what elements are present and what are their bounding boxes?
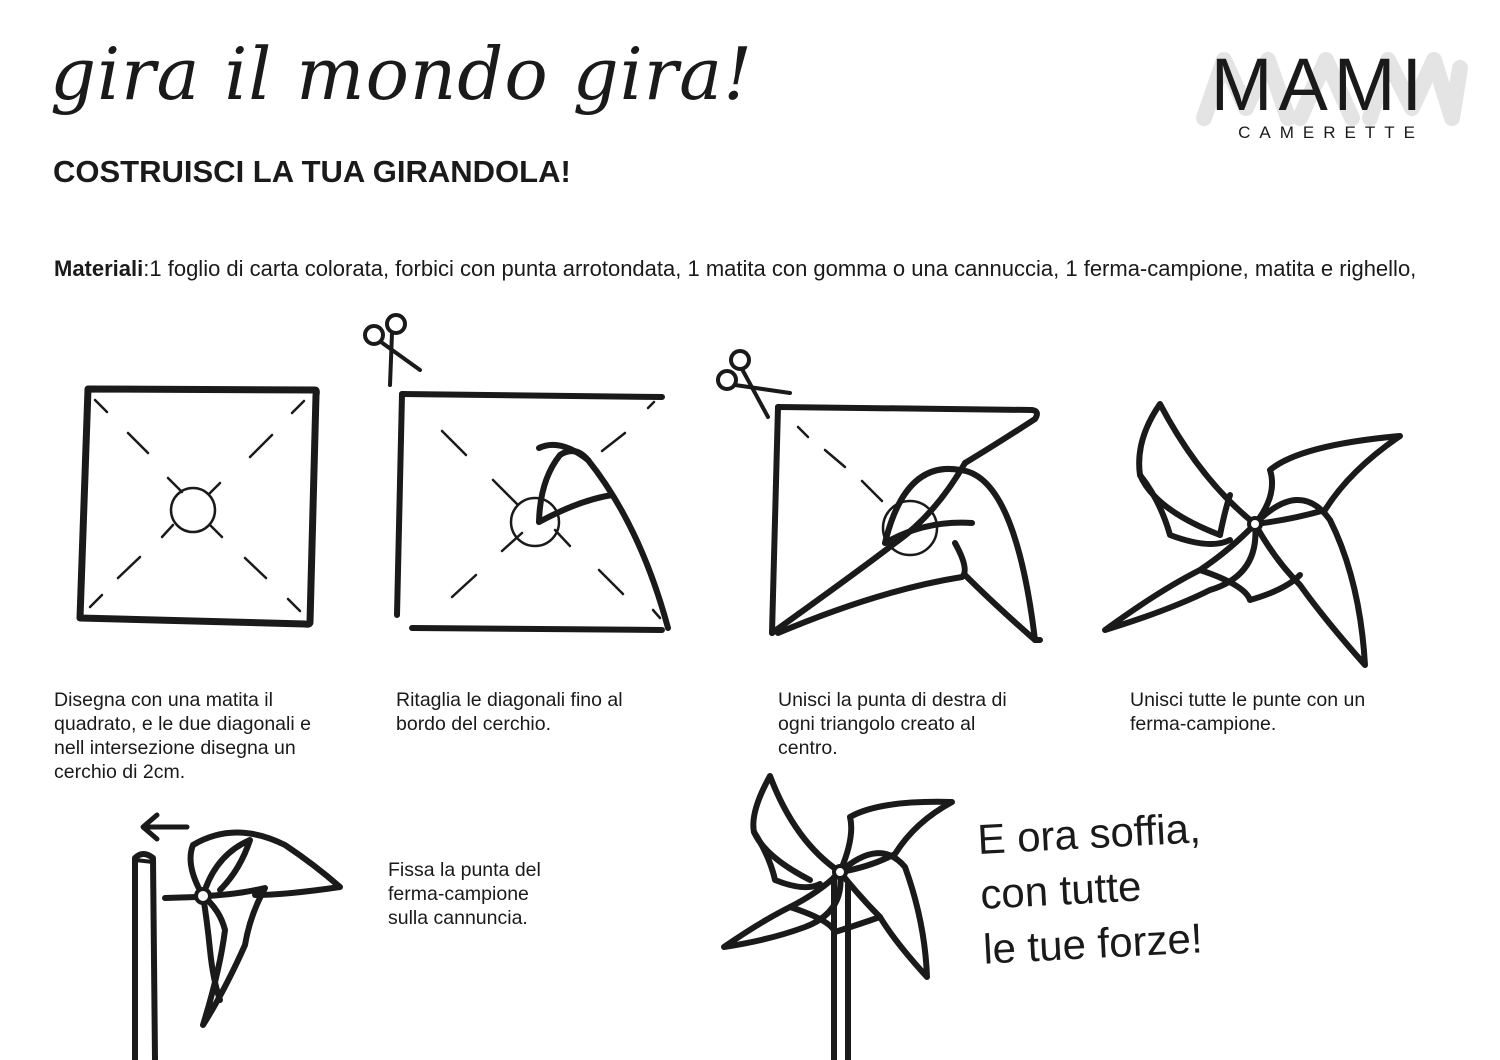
final-pinwheel-illustration bbox=[720, 772, 960, 1060]
logo-wordmark: MAMI bbox=[1210, 43, 1428, 126]
step3-fold-illustration bbox=[710, 345, 1055, 645]
step-5-line-1: Fissa la punta del bbox=[388, 859, 541, 881]
step-4-caption bbox=[1130, 688, 1450, 736]
step-4-line-2: ferma-campione. bbox=[1130, 713, 1277, 735]
step-2-line-2: bordo del cerchio. bbox=[396, 713, 552, 735]
step-3-caption bbox=[778, 688, 1098, 760]
final-line-1: E ora soffia, bbox=[976, 804, 1202, 863]
step1-square-illustration bbox=[60, 375, 340, 640]
brand-logo bbox=[1190, 40, 1470, 150]
step-3-line-2: ogni triangolo creato al bbox=[778, 713, 976, 735]
step-5-line-3: sulla cannuncia. bbox=[388, 907, 528, 929]
step-5-line-2: ferma-campione bbox=[388, 883, 529, 905]
step-3-line-1: Unisci la punta di destra di bbox=[778, 689, 1007, 711]
step-1-line-4: cerchio di 2cm. bbox=[54, 761, 186, 783]
step-1-line-2: quadrato, e le due diagonali e bbox=[54, 713, 311, 735]
materials-text bbox=[54, 254, 1474, 283]
step2-cut-illustration bbox=[350, 310, 690, 645]
final-line-2: con tutte bbox=[979, 862, 1143, 918]
scissors-icon bbox=[365, 315, 420, 385]
step-1-line-1: Disegna con una matita il bbox=[54, 689, 273, 711]
pinwheel-icon bbox=[1105, 404, 1400, 665]
step-1-line-3: nell intersezione disegna un bbox=[54, 737, 296, 759]
page-subtitle: COSTRUISCI LA TUA GIRANDOLA! bbox=[53, 154, 571, 189]
final-message bbox=[976, 800, 1208, 976]
materials-list: :1 foglio di carta colorata, forbici con punta arrotondata, 1 matita con gomma o una cannuccia, 1 ferma-campione, matita e righello, bbox=[143, 256, 1417, 281]
pinwheel-icon bbox=[724, 776, 952, 1060]
step4-pinwheel-illustration bbox=[1100, 400, 1405, 670]
step5-straw-illustration bbox=[125, 810, 355, 1060]
page-title: gira il mondo gira! bbox=[50, 32, 753, 116]
step-3-line-3: centro. bbox=[778, 737, 838, 759]
logo-subtitle: CAMERETTE bbox=[1238, 123, 1424, 142]
step-2-line-1: Ritaglia le diagonali fino al bbox=[396, 689, 623, 711]
step-4-line-1: Unisci tutte le punte con un bbox=[1130, 689, 1366, 711]
step-5-caption bbox=[388, 858, 648, 930]
step-1-caption bbox=[54, 688, 374, 784]
arrow-left-icon bbox=[143, 815, 187, 839]
materials-label: Materiali bbox=[54, 256, 144, 281]
final-line-3: le tue forze! bbox=[981, 914, 1204, 973]
step-2-caption bbox=[396, 688, 716, 736]
